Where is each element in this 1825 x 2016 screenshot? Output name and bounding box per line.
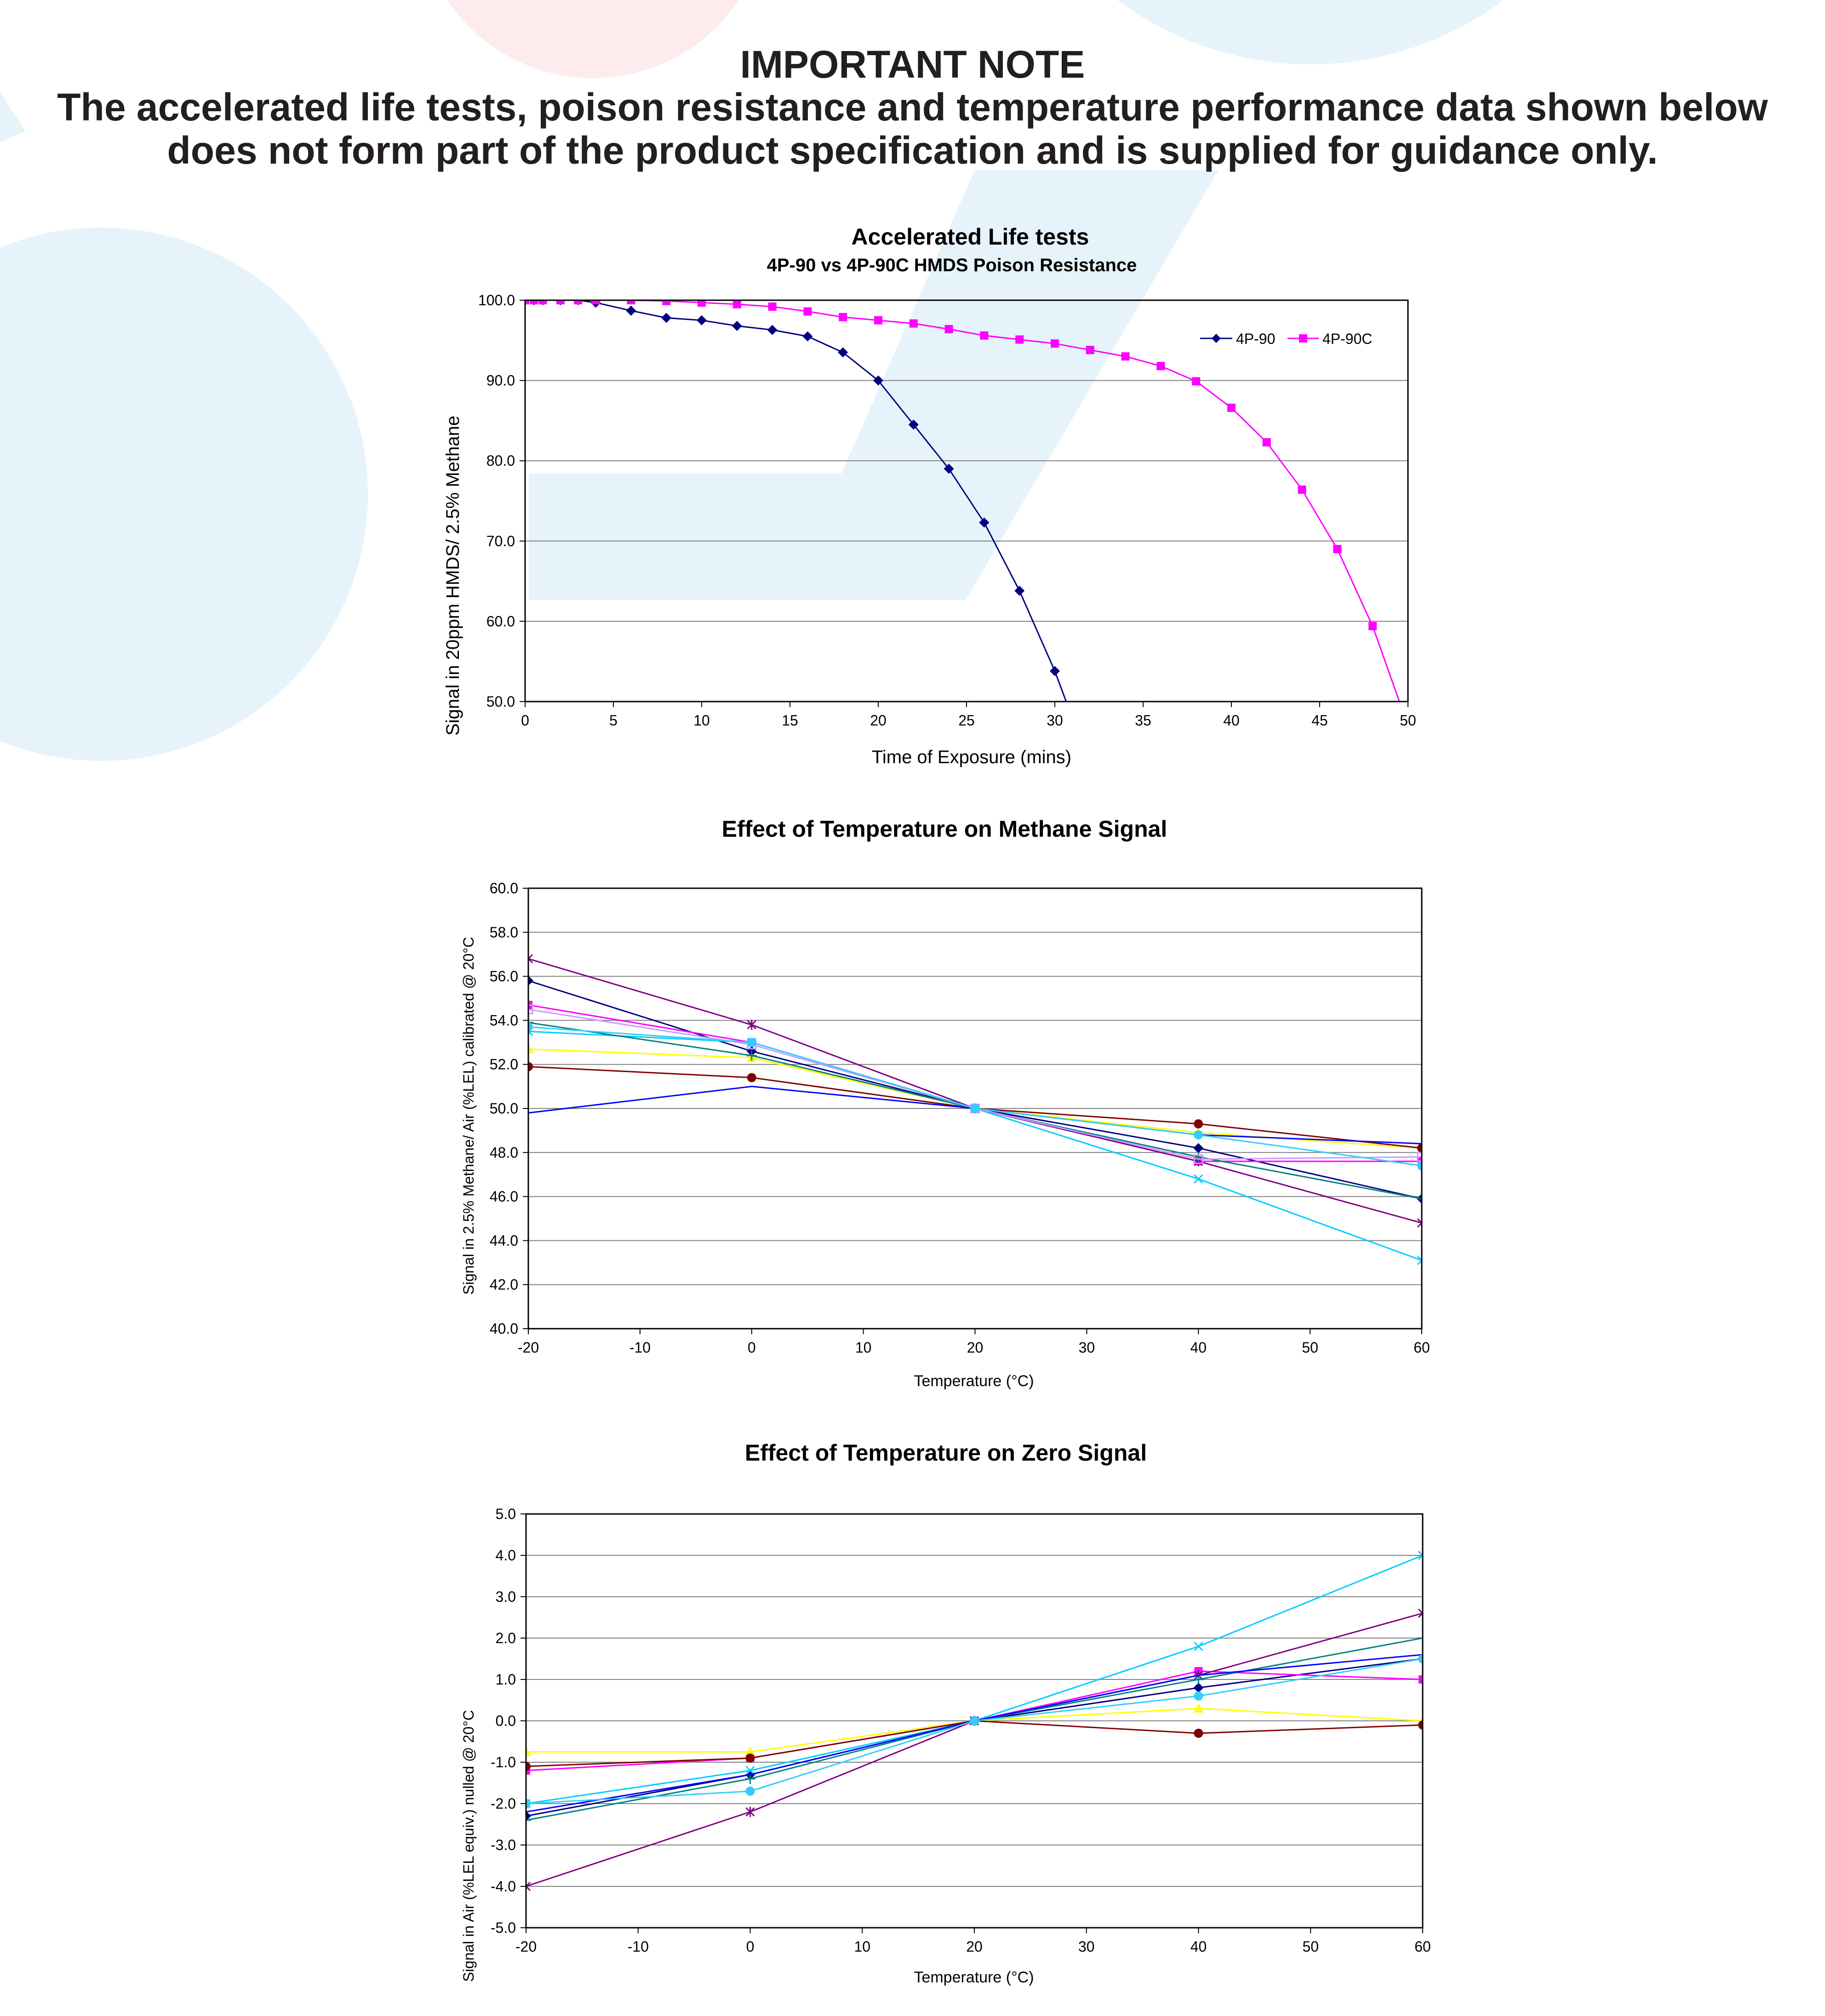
x-tick-label: 10 bbox=[693, 712, 710, 729]
series-line bbox=[526, 1655, 1423, 1812]
series-s4 bbox=[524, 1027, 1426, 1264]
data-point bbox=[1121, 352, 1130, 360]
important-note-line-1: The accelerated life tests, poison resistance and temperature performance data shown below bbox=[57, 86, 1768, 129]
x-axis-label: Temperature (°C) bbox=[914, 1372, 1034, 1390]
data-point bbox=[945, 325, 953, 333]
y-tick-label: 1.0 bbox=[495, 1671, 516, 1688]
x-tick-label: 0 bbox=[746, 1938, 755, 1955]
x-tick-label: -20 bbox=[515, 1938, 537, 1955]
legend-marker-4p-90 bbox=[1212, 334, 1221, 343]
x-tick-label: 30 bbox=[1078, 1938, 1095, 1955]
data-point bbox=[626, 306, 636, 316]
series-line bbox=[525, 300, 1090, 766]
y-tick-label: 50.0 bbox=[489, 1100, 518, 1117]
x-tick-label: 20 bbox=[966, 1938, 983, 1955]
methane-signal-chart bbox=[0, 814, 1825, 1402]
y-tick-label: 54.0 bbox=[489, 1012, 518, 1029]
y-tick-label: -3.0 bbox=[490, 1837, 516, 1853]
x-tick-label: 10 bbox=[854, 1938, 871, 1955]
data-point bbox=[1194, 1130, 1203, 1139]
data-point bbox=[768, 303, 777, 311]
x-tick-label: 20 bbox=[870, 712, 887, 729]
data-point bbox=[746, 1787, 755, 1796]
data-point bbox=[839, 313, 847, 321]
series-line bbox=[528, 959, 1422, 1223]
chart-subtitle: 4P-90 vs 4P-90C HMDS Poison Resistance bbox=[767, 255, 1137, 275]
chart-title: Effect of Temperature on Methane Signal bbox=[721, 816, 1167, 842]
y-tick-label: 44.0 bbox=[489, 1232, 518, 1249]
y-tick-label: 46.0 bbox=[489, 1188, 518, 1205]
x-tick-label: 25 bbox=[958, 712, 975, 729]
x-tick-label: 40 bbox=[1223, 712, 1240, 729]
y-tick-label: 5.0 bbox=[495, 1506, 516, 1522]
series-line bbox=[525, 300, 1408, 725]
x-axis-label: Time of Exposure (mins) bbox=[871, 747, 1072, 767]
data-point bbox=[874, 316, 882, 325]
y-tick-label: -1.0 bbox=[490, 1754, 516, 1770]
legend-marker-4p-90c bbox=[1299, 334, 1307, 343]
series-line bbox=[528, 1010, 1422, 1159]
data-point bbox=[980, 331, 988, 340]
data-point bbox=[1194, 1691, 1203, 1701]
data-point bbox=[1014, 586, 1024, 596]
x-tick-label: 45 bbox=[1311, 712, 1328, 729]
important-note-title: IMPORTANT NOTE bbox=[740, 43, 1085, 86]
y-tick-label: 4.0 bbox=[495, 1547, 516, 1564]
y-tick-label: 48.0 bbox=[489, 1144, 518, 1161]
x-tick-label: -20 bbox=[517, 1339, 539, 1356]
y-tick-label: 60.0 bbox=[486, 613, 515, 630]
x-tick-label: 10 bbox=[855, 1339, 872, 1356]
y-tick-label: 80.0 bbox=[486, 452, 515, 469]
data-point bbox=[803, 307, 812, 315]
data-point bbox=[1333, 545, 1341, 553]
data-point bbox=[979, 518, 989, 528]
important-note-body bbox=[0, 86, 1825, 172]
x-tick-label: 0 bbox=[747, 1339, 756, 1356]
data-point bbox=[1195, 1642, 1203, 1650]
data-point bbox=[1194, 1175, 1202, 1183]
series-line bbox=[526, 1659, 1423, 1804]
data-point bbox=[910, 320, 918, 328]
chart-title: Accelerated Life tests bbox=[851, 224, 1089, 250]
y-tick-label: 50.0 bbox=[486, 693, 515, 710]
series-line bbox=[528, 1086, 1422, 1144]
series-s5 bbox=[524, 954, 1426, 1228]
series-s1 bbox=[523, 976, 1427, 1204]
data-point bbox=[661, 313, 671, 323]
x-tick-label: -10 bbox=[629, 1339, 651, 1356]
y-tick-label: 0.0 bbox=[495, 1713, 516, 1729]
legend bbox=[1200, 331, 1373, 347]
legend-label-4p-90c: 4P-90C bbox=[1322, 331, 1373, 347]
series-4p-90 bbox=[520, 295, 1090, 766]
data-point bbox=[732, 321, 742, 331]
data-point bbox=[746, 1807, 755, 1817]
data-point bbox=[1194, 1119, 1203, 1129]
data-point bbox=[747, 1038, 756, 1047]
data-point bbox=[1368, 622, 1377, 630]
series-s10 bbox=[524, 1022, 1426, 1171]
data-point bbox=[767, 325, 778, 335]
data-point bbox=[802, 331, 812, 342]
data-point bbox=[1194, 1729, 1203, 1738]
x-tick-label: 60 bbox=[1413, 1339, 1430, 1356]
x-tick-label: 40 bbox=[1190, 1339, 1207, 1356]
series-s5 bbox=[522, 1608, 1427, 1891]
x-tick-label: 50 bbox=[1302, 1339, 1318, 1356]
series-line bbox=[526, 1638, 1423, 1820]
data-point bbox=[1192, 377, 1200, 385]
y-tick-label: -5.0 bbox=[490, 1919, 516, 1936]
x-tick-label: 35 bbox=[1135, 712, 1151, 729]
data-point bbox=[1227, 404, 1236, 412]
data-point bbox=[1051, 339, 1059, 348]
y-tick-label: 52.0 bbox=[489, 1056, 518, 1073]
y-axis-label: Signal in 20ppm HMDS/ 2.5% Methane bbox=[443, 416, 463, 736]
x-tick-label: 50 bbox=[1302, 1938, 1319, 1955]
data-point bbox=[1086, 346, 1094, 354]
series-4p-90c bbox=[521, 296, 1408, 725]
plot-area bbox=[525, 300, 1408, 702]
data-point bbox=[746, 1753, 755, 1763]
data-point bbox=[748, 1020, 756, 1030]
x-tick-label: 30 bbox=[1047, 712, 1063, 729]
data-point bbox=[1263, 438, 1271, 446]
data-point bbox=[1015, 336, 1024, 344]
data-point bbox=[1156, 362, 1165, 370]
y-tick-label: 3.0 bbox=[495, 1588, 516, 1605]
x-tick-label: 0 bbox=[521, 712, 529, 729]
y-axis-label: Signal in Air (%LEL equiv.) nulled @ 20°C bbox=[460, 1710, 477, 1982]
y-tick-label: 56.0 bbox=[489, 968, 518, 985]
data-point bbox=[747, 1073, 756, 1082]
data-point bbox=[1193, 1143, 1203, 1153]
series-line bbox=[526, 1721, 1423, 1766]
x-tick-label: -10 bbox=[627, 1938, 649, 1955]
data-point bbox=[970, 1716, 979, 1725]
x-tick-label: 15 bbox=[782, 712, 798, 729]
zero-signal-chart bbox=[0, 1439, 1825, 2016]
y-tick-label: 90.0 bbox=[486, 372, 515, 389]
x-tick-label: 30 bbox=[1078, 1339, 1095, 1356]
y-tick-label: 70.0 bbox=[486, 532, 515, 549]
series-s9 bbox=[521, 1654, 1427, 1808]
y-tick-label: -4.0 bbox=[490, 1878, 516, 1895]
x-tick-label: 5 bbox=[609, 712, 618, 729]
x-tick-label: 40 bbox=[1190, 1938, 1207, 1955]
x-tick-label: 60 bbox=[1414, 1938, 1431, 1955]
important-note-line-2: does not form part of the product specification and is supplied for guidance only. bbox=[167, 129, 1658, 172]
x-axis-label: Temperature (°C) bbox=[914, 1969, 1034, 1986]
legend-label-4p-90: 4P-90 bbox=[1236, 331, 1276, 347]
x-tick-label: 20 bbox=[967, 1339, 984, 1356]
series-line bbox=[528, 1031, 1422, 1260]
series-s2 bbox=[524, 1001, 1426, 1165]
data-point bbox=[1298, 485, 1306, 494]
series-line bbox=[528, 981, 1422, 1199]
x-tick-label: 50 bbox=[1400, 712, 1416, 729]
series-s8 bbox=[526, 1655, 1423, 1812]
y-tick-label: 58.0 bbox=[489, 924, 518, 941]
data-point bbox=[971, 1104, 980, 1113]
y-axis-label: Signal in 2.5% Methane/ Air (%LEL) calibrated @ 20°C bbox=[460, 937, 477, 1295]
y-tick-label: -2.0 bbox=[490, 1795, 516, 1812]
y-tick-label: 60.0 bbox=[489, 880, 518, 897]
chart-title: Effect of Temperature on Zero Signal bbox=[744, 1440, 1147, 1466]
series-s8 bbox=[528, 1086, 1422, 1144]
series-line bbox=[526, 1659, 1423, 1816]
y-tick-label: 100.0 bbox=[478, 292, 515, 308]
data-point bbox=[733, 300, 741, 308]
data-point bbox=[1050, 666, 1060, 676]
y-tick-label: 42.0 bbox=[489, 1276, 518, 1293]
data-point bbox=[662, 297, 670, 305]
accelerated-life-chart bbox=[0, 216, 1825, 791]
y-tick-label: 40.0 bbox=[489, 1320, 518, 1337]
y-tick-label: 2.0 bbox=[495, 1630, 516, 1646]
data-point bbox=[697, 315, 707, 326]
